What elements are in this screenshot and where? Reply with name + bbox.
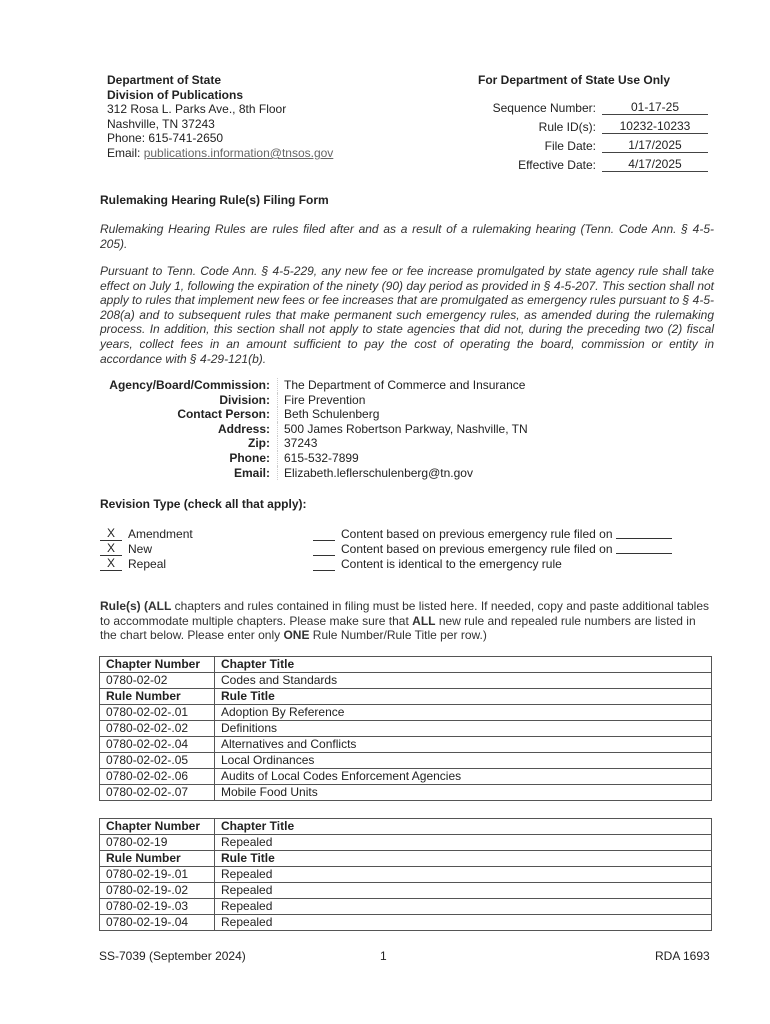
rule-title: Adoption By Reference bbox=[215, 705, 712, 721]
header-cell: Rule Number bbox=[100, 851, 215, 867]
agency-row bbox=[100, 378, 528, 393]
rule-title: Repealed bbox=[215, 915, 712, 931]
state-use-row bbox=[478, 134, 708, 153]
rule-id-value: 10232-10233 bbox=[602, 119, 708, 134]
agency-row bbox=[100, 422, 528, 437]
rule-number: 0780-02-02-.06 bbox=[100, 769, 215, 785]
table-row bbox=[100, 867, 712, 883]
file-date-label: File Date: bbox=[544, 139, 596, 153]
table-row bbox=[100, 769, 712, 785]
table-header bbox=[100, 657, 712, 673]
email-label: Email: bbox=[107, 145, 144, 160]
rules-text: new rule and repealed rule numbers are listed in the chart below. Please enter only bbox=[100, 613, 696, 643]
revision-option bbox=[313, 542, 672, 557]
header-cell: Rule Number bbox=[100, 689, 215, 705]
table-header bbox=[100, 851, 712, 867]
state-use-title: For Department of State Use Only bbox=[478, 73, 671, 87]
checkbox-repeal[interactable]: X bbox=[100, 557, 122, 571]
checkbox-emergency-based-2[interactable] bbox=[313, 542, 335, 556]
header-cell: Chapter Title bbox=[215, 819, 712, 835]
agency-row bbox=[100, 451, 528, 466]
phone-value: 615-532-7899 bbox=[284, 450, 359, 465]
rule-number: 0780-02-19-.04 bbox=[100, 915, 215, 931]
phone-label: Phone: bbox=[100, 451, 278, 466]
state-use-row bbox=[478, 153, 708, 172]
sequence-value: 01-17-25 bbox=[602, 100, 708, 115]
table-row bbox=[100, 835, 712, 851]
agency-row bbox=[100, 436, 528, 451]
checkbox-new[interactable]: X bbox=[100, 542, 122, 556]
revision-option bbox=[313, 527, 672, 542]
table-row bbox=[100, 915, 712, 931]
header-cell: Rule Title bbox=[215, 689, 712, 705]
table-row bbox=[100, 721, 712, 737]
rules-text: chapters and rules contained in filing must be listed here. If needed, copy and paste additional tables to accommodate multiple chapters. Please make sure that bbox=[100, 599, 710, 628]
state-use-block bbox=[478, 73, 708, 172]
option-label: Content based on previous emergency rule filed on bbox=[341, 542, 613, 556]
address-line-2: Nashville, TN 37243 bbox=[107, 116, 215, 131]
date-blank[interactable] bbox=[616, 542, 672, 554]
rules-instructions bbox=[100, 599, 714, 643]
rule-id-label: Rule ID(s): bbox=[538, 120, 596, 134]
rule-number: 0780-02-02-.07 bbox=[100, 785, 215, 801]
emph-one: ONE bbox=[283, 628, 310, 643]
phone-line: Phone: 615-741-2650 bbox=[107, 131, 224, 146]
email-link[interactable]: publications.information@tnsos.gov bbox=[143, 145, 334, 160]
email-value: Elizabeth.leflerschulenberg@tn.gov bbox=[284, 465, 473, 480]
contact-label: Contact Person: bbox=[100, 407, 278, 422]
email-line bbox=[107, 146, 333, 161]
chapter-number: 0780-02-02 bbox=[100, 673, 215, 689]
option-label: New bbox=[128, 542, 153, 556]
dept-name: Department of State bbox=[107, 73, 222, 87]
revision-options-right bbox=[313, 527, 672, 572]
rule-number: 0780-02-19-.03 bbox=[100, 899, 215, 915]
emph-all: ALL bbox=[148, 599, 172, 613]
chapter-title: Repealed bbox=[215, 835, 712, 851]
rule-title: Local Ordinances bbox=[215, 753, 712, 769]
revision-option bbox=[100, 557, 193, 572]
table-header bbox=[100, 689, 712, 705]
emph-all: ALL bbox=[412, 613, 436, 628]
revision-option bbox=[313, 557, 672, 572]
agency-info bbox=[100, 378, 528, 480]
revision-title: Revision Type (check all that apply): bbox=[100, 497, 307, 511]
option-label: Repeal bbox=[128, 557, 167, 571]
footer-page-number: 1 bbox=[380, 949, 387, 963]
contact-value: Beth Schulenberg bbox=[284, 407, 380, 422]
division-value: Fire Prevention bbox=[284, 392, 366, 407]
state-use-row bbox=[478, 115, 708, 134]
revision-option bbox=[100, 542, 193, 557]
chapter-title: Codes and Standards bbox=[215, 673, 712, 689]
table-row bbox=[100, 737, 712, 753]
table-row bbox=[100, 883, 712, 899]
table-row bbox=[100, 705, 712, 721]
checkbox-amendment[interactable]: X bbox=[100, 527, 122, 541]
rule-title: Definitions bbox=[215, 721, 712, 737]
agency-row bbox=[100, 407, 528, 422]
revision-option bbox=[100, 527, 193, 542]
effective-date-value: 4/17/2025 bbox=[602, 157, 708, 172]
header-cell: Rule Title bbox=[215, 851, 712, 867]
rules-table-1 bbox=[99, 656, 712, 801]
date-blank[interactable] bbox=[616, 527, 672, 539]
rule-title: Repealed bbox=[215, 899, 712, 915]
effective-date-label: Effective Date: bbox=[518, 158, 596, 172]
table-row bbox=[100, 899, 712, 915]
option-label: Amendment bbox=[128, 527, 193, 541]
chapter-number: 0780-02-19 bbox=[100, 835, 215, 851]
header-cell: Chapter Number bbox=[100, 657, 215, 673]
agency-row bbox=[100, 393, 528, 408]
rules-text: Rule Number/Rule Title per row.) bbox=[309, 628, 487, 643]
rule-number: 0780-02-02-.05 bbox=[100, 753, 215, 769]
rule-title: Repealed bbox=[215, 883, 712, 899]
rule-title: Repealed bbox=[215, 867, 712, 883]
rule-title: Audits of Local Codes Enforcement Agencies bbox=[215, 769, 712, 785]
division-label: Division: bbox=[100, 393, 278, 408]
address-line-1: 312 Rosa L. Parks Ave., 8th Floor bbox=[107, 102, 287, 117]
rule-number: 0780-02-19-.02 bbox=[100, 883, 215, 899]
table-row bbox=[100, 753, 712, 769]
form-title: Rulemaking Hearing Rule(s) Filing Form bbox=[100, 193, 329, 207]
footer-rda: RDA 1693 bbox=[655, 949, 710, 963]
option-label: Content based on previous emergency rule filed on bbox=[341, 527, 613, 541]
rules-table-2 bbox=[99, 818, 712, 931]
option-label: Content is identical to the emergency rule bbox=[341, 557, 562, 571]
rules-lead: Rule(s) ( bbox=[100, 599, 148, 613]
agency-value: The Department of Commerce and Insurance bbox=[284, 378, 526, 392]
fee-paragraph: Pursuant to Tenn. Code Ann. § 4-5-229, any new fee or fee increase promulgated by state agency rule shall take effect on July 1, following the expiration of the ninety (90) day period as provided in § 4-5-207. This section shall not apply to rules that implement new fees or fee increases that are promulgated as emergency rules pursuant to § 4-5-208(a) and to subsequent rules that make permanent such emergency rules, as amended during the rulemaking process. In addition, this section shall not apply to state agencies that did not, during the preceding two (2) fiscal years, collect fees in an amount sufficient to pay the cost of operating the board, commission or entity in accordance with § 4-29-121(b). bbox=[100, 264, 714, 366]
address-label: Address: bbox=[100, 422, 278, 437]
publications-address-block bbox=[107, 73, 333, 161]
intro-paragraph: Rulemaking Hearing Rules are rules filed after and as a result of a rulemaking hearing (Tenn. Code Ann. § 4-5-205). bbox=[100, 222, 714, 251]
table-row bbox=[100, 785, 712, 801]
table-header bbox=[100, 819, 712, 835]
file-date-value: 1/17/2025 bbox=[602, 138, 708, 153]
header-cell: Chapter Number bbox=[100, 819, 215, 835]
division-name: Division of Publications bbox=[107, 87, 244, 102]
zip-value: 37243 bbox=[284, 436, 318, 451]
state-use-row bbox=[478, 96, 708, 115]
rule-number: 0780-02-02-.02 bbox=[100, 721, 215, 737]
footer-form-id: SS-7039 (September 2024) bbox=[99, 949, 246, 963]
header-cell: Chapter Title bbox=[215, 657, 712, 673]
checkbox-identical[interactable] bbox=[313, 557, 335, 571]
rule-title: Alternatives and Conflicts bbox=[215, 737, 712, 753]
address-value: 500 James Robertson Parkway, Nashville, TN bbox=[284, 421, 528, 436]
revision-options-left bbox=[100, 527, 193, 572]
agency-label: Agency/Board/Commission: bbox=[100, 378, 278, 393]
sequence-label: Sequence Number: bbox=[492, 101, 596, 115]
agency-row bbox=[100, 466, 528, 481]
email-label: Email: bbox=[100, 466, 278, 481]
rule-number: 0780-02-02-.04 bbox=[100, 737, 215, 753]
zip-label: Zip: bbox=[100, 436, 278, 451]
rule-title: Mobile Food Units bbox=[215, 785, 712, 801]
rule-number: 0780-02-19-.01 bbox=[100, 867, 215, 883]
rule-number: 0780-02-02-.01 bbox=[100, 705, 215, 721]
table-row bbox=[100, 673, 712, 689]
checkbox-emergency-based-1[interactable] bbox=[313, 527, 335, 541]
